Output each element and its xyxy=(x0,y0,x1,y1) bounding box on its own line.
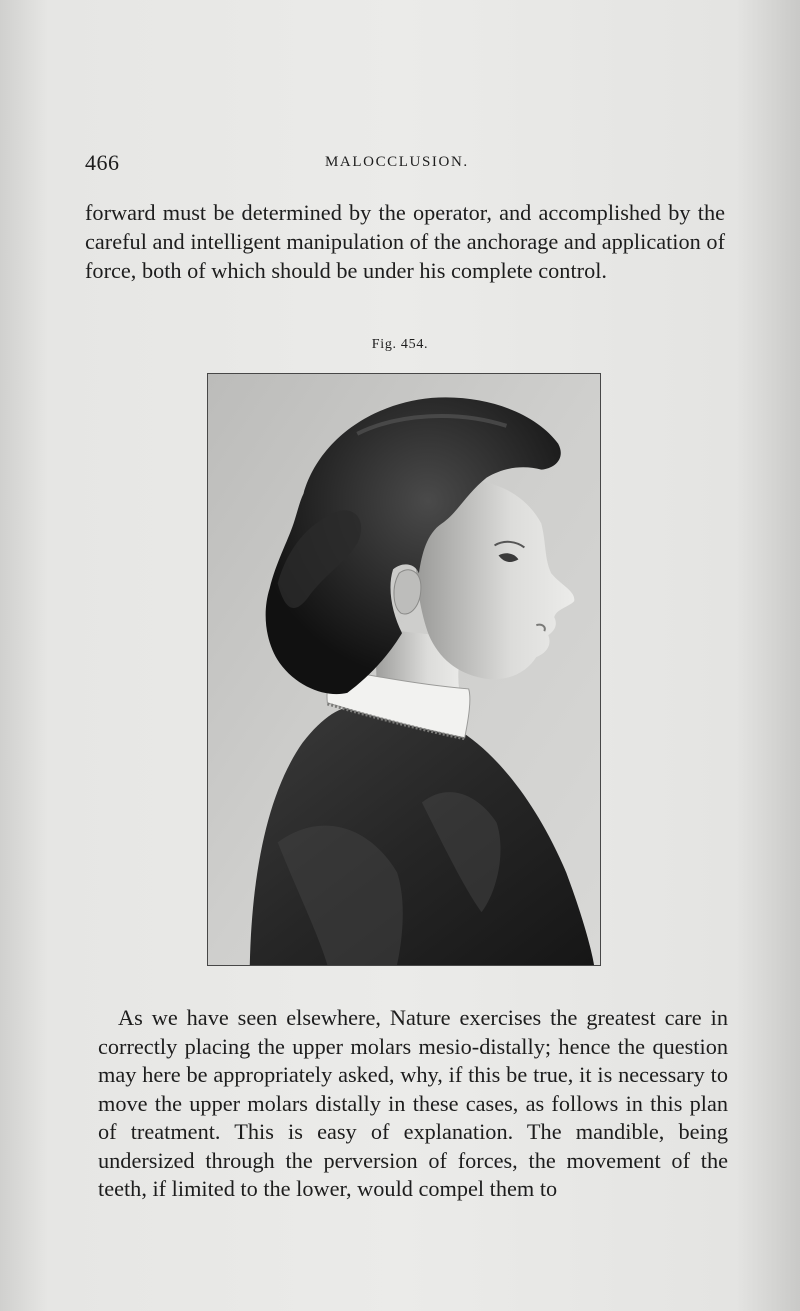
figure-caption: Fig. 454. xyxy=(371,337,429,352)
paragraph-continued: forward must be determined by the operator, and accomplished by the careful and intelligent manipulation of the anchorage and application of force, both of which should be under his complete control. xyxy=(85,200,725,283)
page-header xyxy=(85,150,725,180)
portrait-illustration xyxy=(208,374,600,965)
paragraph-main xyxy=(98,1004,728,1204)
running-head: MALOCCLUSION. xyxy=(325,154,469,170)
portrait-photograph xyxy=(207,373,601,966)
paragraph-main-text: As we have seen elsewhere, Nature exercises the greatest care in correctly placing the upper molars mesio-distally; hence the question may here be appropriately asked, why, if this be true, it is necessary to move the upper molars distally in these cases, as follows in this plan of treatment. This is easy of explanation. The mandible, being undersized through the perversion of forces, the movement of the teeth, if limited to the lower, would compel them to xyxy=(98,1005,728,1201)
page-number: 466 xyxy=(85,150,120,175)
